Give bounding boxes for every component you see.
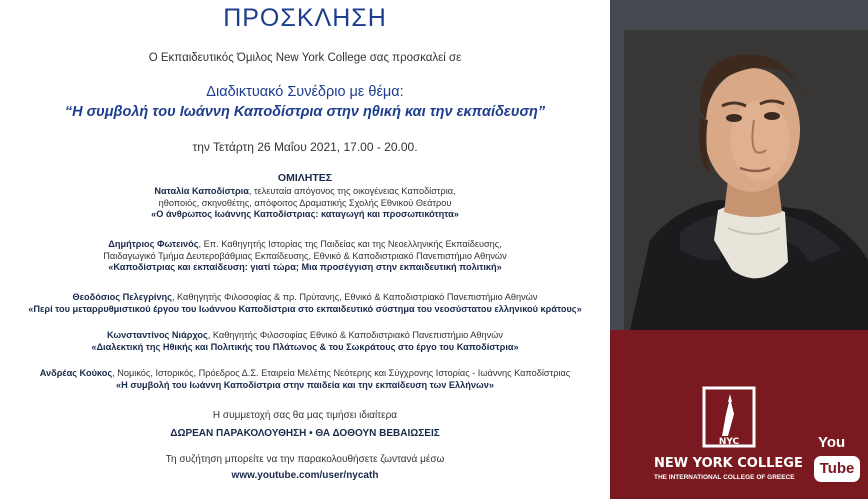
nyc-subtitle: THE INTERNATIONAL COLLEGE OF GREECE [654, 474, 795, 481]
speaker-block [0, 330, 610, 353]
speaker-block [0, 292, 610, 315]
speaker-name: Κωνσταντίνος Νιάρχος [107, 330, 208, 340]
youtube-logo-you[interactable]: You [818, 434, 846, 451]
speaker-desc: , τελευταία απόγονος της οικογένειας Καποδίστρια, [248, 186, 456, 196]
speaker-block [0, 368, 610, 391]
side-panel [610, 0, 868, 499]
speaker-talk: «Η συμβολή του Ιωάννη Καποδίστρια στην παιδεία και την εκπαίδευση των Ελλήνων» [116, 379, 494, 390]
speaker-line [0, 292, 610, 304]
speaker-talk: «Διαλεκτική της Ηθικής και Πολιτικής του Πλάτωνος & του Σωκράτους στο έργο του Καποδίστρια» [91, 341, 519, 352]
speaker-desc: , Επ. Καθηγητής Ιστορίας της Παιδείας και της Νεοελληνικής Εκπαίδευσης, [198, 239, 502, 249]
speaker-name: Ανδρέας Κούκος [39, 368, 113, 378]
speaker-talk: «Ο άνθρωπος Ιωάννης Καποδίστριας: καταγωγή και προσωπικότητα» [151, 209, 459, 220]
speaker-block [0, 239, 610, 274]
speaker-line [0, 186, 610, 198]
speaker-desc: , Καθηγητής Φιλοσοφίας Εθνικό & Καποδιστριακό Πανεπιστήμιο Αθηνών [207, 330, 503, 340]
speaker-name: Θεοδόσιος Πελεγρίνης [72, 292, 172, 302]
speaker-line [0, 368, 610, 380]
youtube-logo-tube[interactable]: Tube [814, 456, 860, 482]
conference-label: Διαδικτυακό Συνέδριο με θέμα: [206, 84, 404, 100]
speaker-desc: , Καθηγητής Φιλοσοφίας & πρ. Πρύτανης, Εθνικό & Καποδιστριακό Πανεπιστήμιο Αθηνών [171, 292, 538, 302]
speaker-block [0, 186, 610, 221]
event-date: την Τετάρτη 26 Μαΐου 2021, 17.00 - 20.00. [192, 140, 418, 154]
speaker-line [0, 330, 610, 342]
footer-thanks: Η συμμετοχή σας θα μας τιμήσει ιδιαίτερα [212, 410, 398, 421]
speaker-desc: , Νομικός, Ιστορικός, Πρόεδρος Δ.Σ. Εταιρεία Μελέτης Νεότερης και Σύγχρονης Ιστορίας - Ιωάννης Καποδίστριας [112, 368, 571, 378]
nyc-name: NEW YORK COLLEGE [654, 456, 803, 471]
conference-topic: “Η συμβολή του Ιωάννη Καποδίστρια στην ηθική και την εκπαίδευση” [64, 104, 546, 120]
speaker-line [0, 239, 610, 251]
speaker-desc-2: Παιδαγωγικό Τμήμα Δευτεροβάθμιας Εκπαίδευσης, Εθνικό & Καποδιστριακό Πανεπιστήμιο Αθηνών [103, 250, 507, 261]
speaker-desc-2: ηθοποιός, σκηνοθέτης, απόφοιτος Δραματικής Σχολής Εθνικού Θεάτρου [158, 197, 452, 208]
invitation-title: ΠΡΟΣΚΛΗΣΗ [223, 4, 387, 32]
intro-text: Ο Εκπαιδευτικός Όμιλος New York College σας προσκαλεί σε [148, 52, 462, 64]
speakers-heading: ΟΜΙΛΗΤΕΣ [277, 172, 333, 184]
speaker-name: Δημήτριος Φωτεινός [108, 239, 199, 249]
speaker-name: Ναταλία Καποδίστρια [154, 186, 249, 196]
speaker-talk: «Περί του μεταρρυθμιστικού έργου του Ιωάννου Καποδίστρια στο εκπαιδευτικό σύστημα του νεοσύστατου ελληνικού κράτους» [28, 303, 582, 314]
footer-free-attendance: ΔΩΡΕΑΝ ΠΑΡΑΚΟΛΟΥΘΗΣΗ • ΘΑ ΔΟΘΟΥΝ ΒΕΒΑΙΩΣΕΙΣ [170, 428, 440, 439]
logo-mark-text: NYC [718, 437, 740, 447]
youtube-link[interactable]: www.youtube.com/user/nycath [231, 470, 379, 481]
footer-live-stream: Τη συζήτηση μπορείτε να την παρακολουθήσετε ζωντανά μέσω [165, 454, 445, 465]
speaker-talk: «Καποδίστριας και εκπαίδευση: γιατί τώρα; Μια προσέγγιση στην εκπαιδευτική πολιτική» [108, 262, 502, 273]
